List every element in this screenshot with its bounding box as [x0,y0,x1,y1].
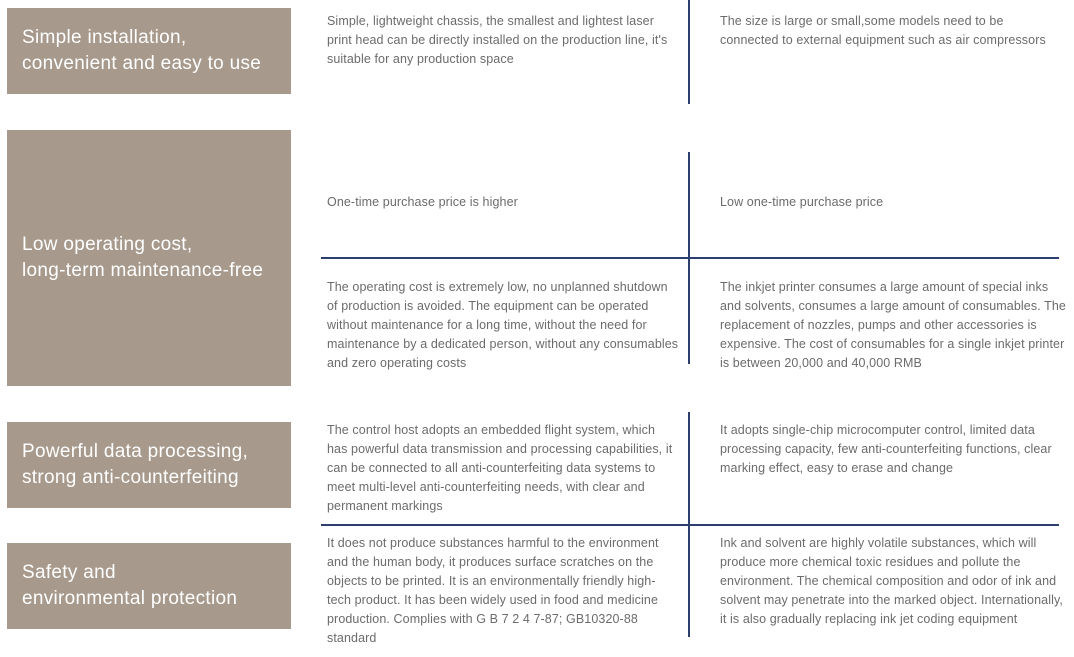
row-label-data-processing [7,422,291,508]
inkjet-installation-text: The size is large or small,some models need to be connected to external equipment such as air compressors [720,14,1046,47]
column-divider [688,0,690,104]
inkjet-operating-cost-text: The inkjet printer consumes a large amount of special inks and solvents, consumes a large amount of consumables. The replacement of nozzles, pumps and other accessories is expensive. The cost of consumables for a single inkjet printer is between 20,000 and 40,000 RMB [720,280,1066,370]
row-label-text: Simple installation, convenient and easy to use [22,27,262,74]
row-label-safety [7,543,291,629]
inkjet-purchase-price-text: Low one-time purchase price [720,195,884,209]
row-divider [321,524,1059,526]
row-label-text: Powerful data processing, strong anti-counterfeiting [22,441,249,488]
row-label-text: Low operating cost, long-term maintenance-free [22,234,264,281]
row-label-operating-cost [7,130,291,386]
row-label-text: Safety and environmental protection [22,562,238,609]
laser-safety-text: It does not produce substances harmful to the environment and the human body, it produces surface scratches on the objects to be printed. It is an environmentally friendly high-tech product. It has been widely used in food and medicine production. Complies with G B 7 2 4 7-87; GB10320-88 standard [327,536,659,645]
laser-operating-cost-text: The operating cost is extremely low, no unplanned shutdown of production is avoided. The equipment can be operated without maintenance for a long time, without the need for maintenance by a dedicated person, without any consumables and zero operating costs [327,280,679,370]
row-label-installation [7,8,291,94]
inkjet-safety-text: Ink and solvent are highly volatile substances, which will produce more chemical toxic residues and pollute the environment. The chemical composition and odor of ink and solvent may penetrate into the marked object. Internationally, it is also gradually replacing ink jet coding equipment [720,536,1063,626]
laser-data-processing-text: The control host adopts an embedded flight system, which has powerful data transmission and processing capabilities, it can be connected to all anti-counterfeiting data systems to meet multi-level anti-counterfeiting needs, with clear and permanent markings [327,423,673,513]
row-divider [321,257,1059,259]
laser-installation-text: Simple, lightweight chassis, the smallest and lightest laser print head can be directly installed on the production line, it's suitable for any production space [327,14,668,66]
laser-purchase-price-text: One-time purchase price is higher [327,195,518,209]
inkjet-data-processing-text: It adopts single-chip microcomputer control, limited data processing capacity, few anti-counterfeiting functions, clear marking effect, easy to erase and change [720,423,1052,475]
